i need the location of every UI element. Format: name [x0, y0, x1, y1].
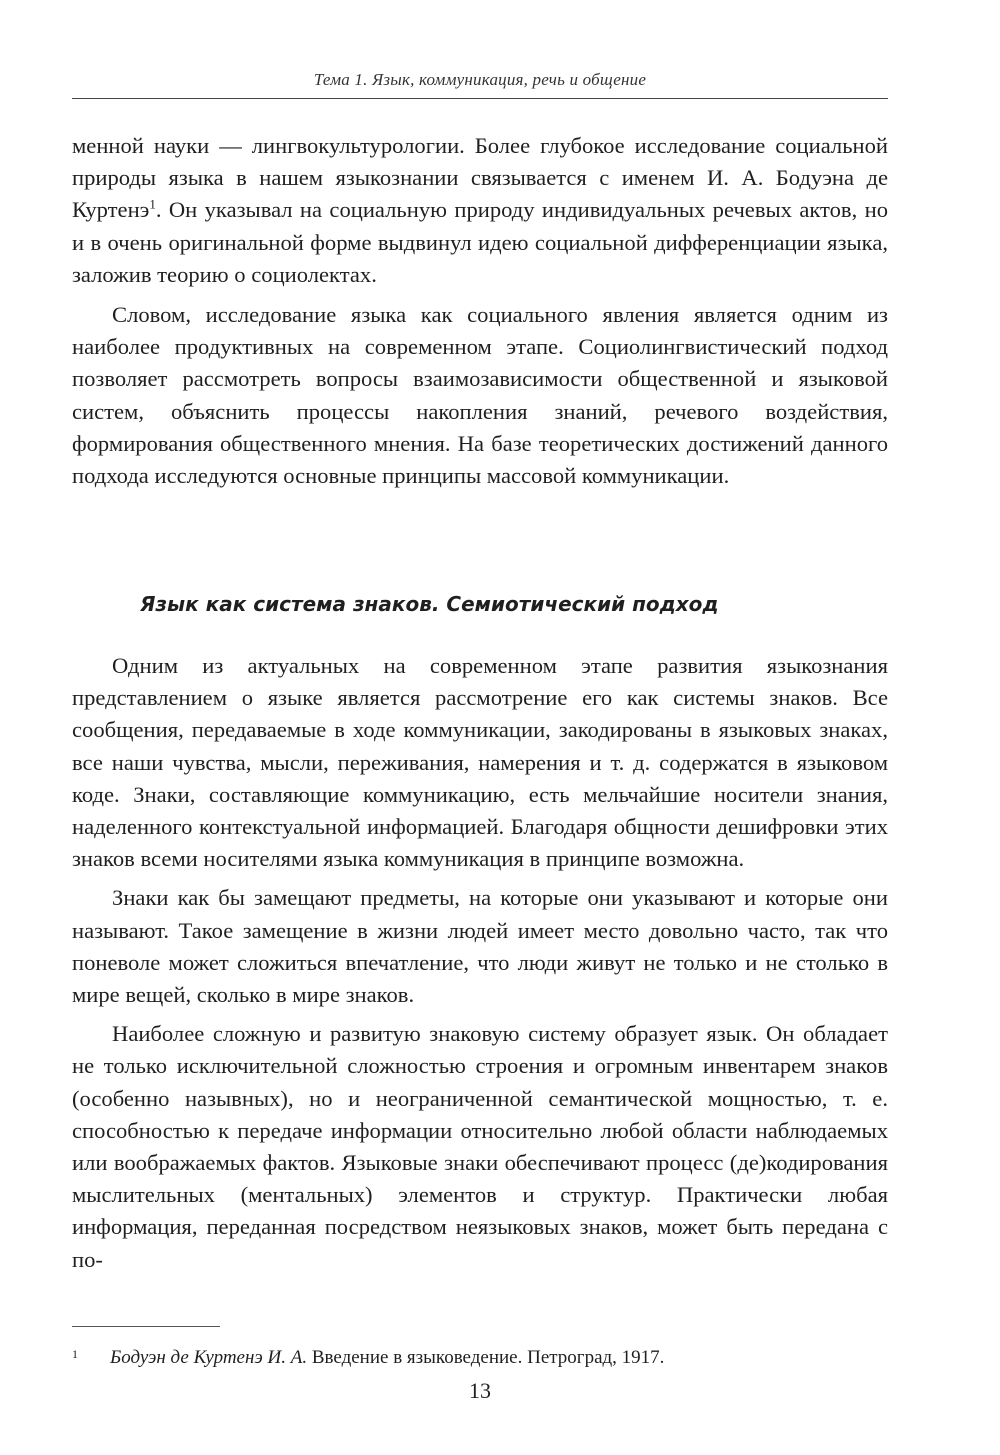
paragraph-1-text-a: менной науки — лингвокультурологии. Более глубокое исследование социальной природы языка в нашем языкознании связывается с именем И. А. Бодуэна де Куртенэ	[72, 133, 888, 223]
body-text-bottom	[72, 650, 888, 1276]
section-heading: Язык как система знаков. Семиотический подход	[140, 592, 719, 616]
body-text-top	[72, 130, 888, 492]
paragraph-2: Словом, исследование языка как социального явления является одним из наиболее продуктивных на современном этапе. Социолингвистический подход позволяет рассмотреть вопросы взаимозависимости общественной и языковой систем, объяснить процессы накопления знаний, речевого воздействия, формирования общественного мнения. На базе теоретических достижений данного подхода исследуются основные принципы массовой коммуникации.	[72, 302, 888, 489]
paragraph-1	[72, 130, 888, 291]
paragraph-1-text-b: . Он указывал на социальную природу индивидуальных речевых актов, но и в очень оригинальной форме выдвинул идею социальной дифференциации языка, заложив теорию о социолектах.	[72, 197, 888, 287]
footnote-author: Бодуэн де Куртенэ И. А.	[110, 1347, 308, 1368]
paragraph-3: Одним из актуальных на современном этапе развития языкознания представлением о языке является рассмотрение его как системы знаков. Все сообщения, передаваемые в ходе коммуникации, закодированы в языковых знаках, все наши чувства, мысли, переживания, намерения и т. д. содержатся в языковом коде. Знаки, составляющие коммуникацию, есть мельчайшие носители знания, наделенного контекстуальной информацией. Благодаря общности дешифровки этих знаков всеми носителями языка коммуникация в принципе возможна.	[72, 653, 888, 872]
paragraph-4: Знаки как бы замещают предметы, на которые они указывают и которые они называют. Такое замещение в жизни людей имеет место довольно часто, так что поневоле может сложиться впечатление, что люди живут не только и не столько в мире вещей, сколько в мире знаков.	[72, 885, 888, 1008]
footnote-citation: Введение в языковедение. Петроград, 1917.	[307, 1347, 665, 1368]
footnote-text	[110, 1346, 664, 1370]
book-page	[72, 0, 888, 1455]
paragraph-5: Наиболее сложную и развитую знаковую систему образует язык. Он обладает не только исключительной сложностью строения и огромным инвентарем знаков (особенно назывных), но и неограниченной семантической мощностью, т. е. способностью к передаче информации относительно любой области наблюдаемых или воображаемых фактов. Языковые знаки обеспечивают процесс (де)кодирования мыслительных (ментальных) элементов и структур. Практически любая информация, переданная посредством неязыковых знаков, может быть передана с по-	[72, 1021, 888, 1272]
running-header: Тема 1. Язык, коммуникация, речь и общение	[313, 70, 647, 89]
footnote-reference[interactable]: 1	[149, 196, 156, 212]
header-rule	[72, 98, 888, 99]
page-number: 13	[469, 1378, 491, 1403]
footnote-mark: 1	[72, 1347, 78, 1361]
footnote-rule	[72, 1326, 220, 1327]
